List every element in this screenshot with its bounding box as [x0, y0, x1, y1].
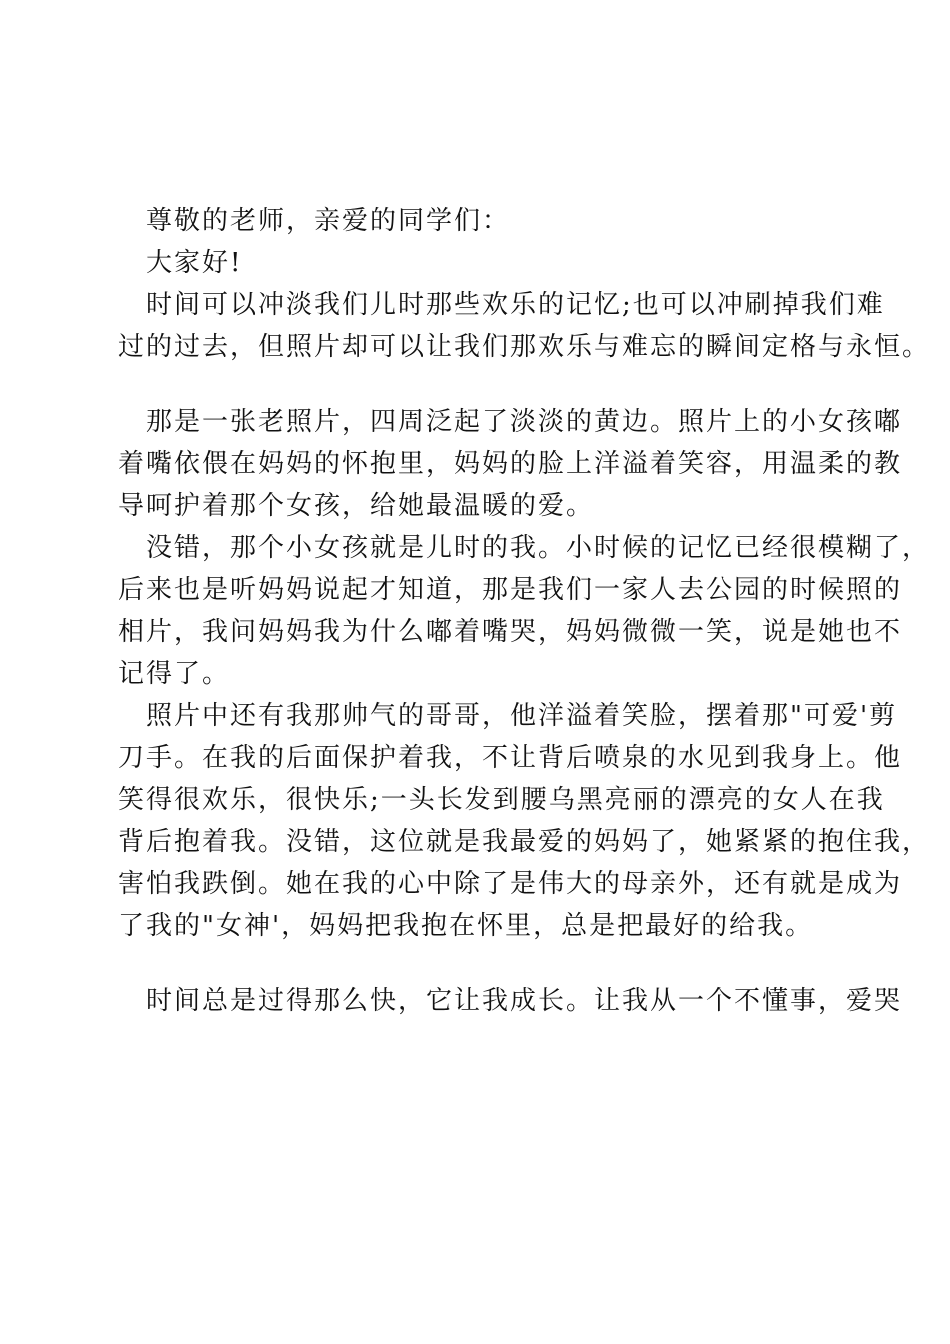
paragraph-line: 后来也是听妈妈说起才知道，那是我们一家人去公园的时候照的	[118, 575, 903, 605]
greeting: 尊敬的老师，亲爱的同学们：	[146, 206, 511, 236]
paragraph-line: 害怕我跌倒。她在我的心中除了是伟大的母亲外，还有就是成为	[118, 869, 903, 899]
paragraph-4	[118, 695, 931, 947]
paragraph-line: 时间总是过得那么快，它让我成长。让我从一个不懂事，爱哭	[146, 986, 903, 1016]
paragraph-5	[118, 980, 903, 1022]
paragraph-line: 背后抱着我。没错，这位就是我最爱的妈妈了，她紧紧的抱住我，	[118, 827, 931, 857]
paragraph-line: 记得了。	[118, 659, 231, 689]
paragraph-line: 没错，那个小女孩就是儿时的我。小时候的记忆已经很模糊了，	[146, 533, 931, 563]
hello-line: 大家好!	[146, 248, 243, 278]
paragraph-line: 了我的"女神'，妈妈把我抱在怀里，总是把最好的给我。	[118, 911, 814, 941]
paragraph-line: 照片中还有我那帅气的哥哥，他洋溢着笑脸，摆着那"可爱'剪	[146, 701, 898, 731]
paragraph-line: 相片，我问妈妈我为什么嘟着嘴哭，妈妈微微一笑，说是她也不	[118, 617, 903, 647]
paragraph-line: 过的过去，但照片却可以让我们那欢乐与难忘的瞬间定格与永恒。	[118, 332, 931, 362]
paragraph-line: 刀手。在我的后面保护着我，不让背后喷泉的水见到我身上。他	[118, 743, 903, 773]
paragraph-2	[118, 401, 903, 527]
document-page	[118, 200, 931, 1022]
paragraph-line: 导呵护着那个女孩，给她最温暖的爱。	[118, 491, 595, 521]
paragraph-3	[118, 527, 931, 695]
paragraph-line: 笑得很欢乐，很快乐;一头长发到腰乌黑亮丽的漂亮的女人在我	[118, 785, 885, 815]
paragraph-line: 时间可以冲淡我们儿时那些欢乐的记忆;也可以冲刷掉我们难	[146, 290, 885, 320]
paragraph-line: 着嘴依偎在妈妈的怀抱里，妈妈的脸上洋溢着笑容，用温柔的教	[118, 449, 903, 479]
paragraph-line: 那是一张老照片，四周泛起了淡淡的黄边。照片上的小女孩嘟	[146, 407, 903, 437]
paragraph-1	[118, 284, 931, 368]
